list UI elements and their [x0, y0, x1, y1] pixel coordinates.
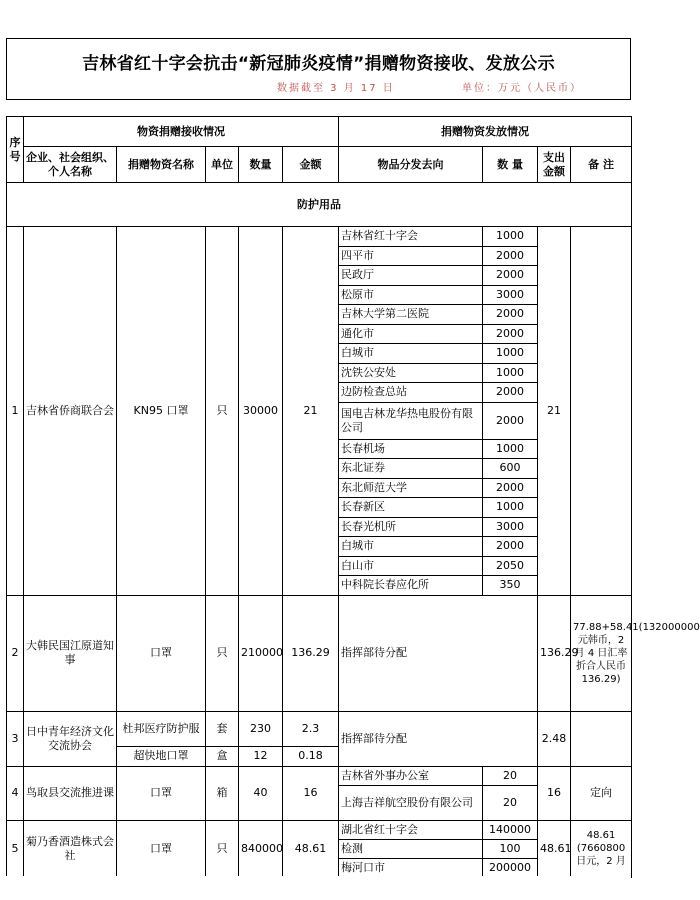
dispatch-dest: 沈铁公安处 [339, 363, 483, 383]
dispatch-qty: 2000 [483, 537, 538, 557]
row-qty: 30000 [239, 227, 283, 596]
row-donor: 菊乃香酒造株式会社 [24, 820, 117, 877]
dispatch-qty: 20 [483, 766, 538, 785]
page-title: 吉林省红十字会抗击“新冠肺炎疫情”捐赠物资接收、发放公示 [82, 54, 555, 74]
row-qty: 40 [239, 766, 283, 820]
row-out-amount: 21 [538, 227, 571, 596]
section-protective: 防护用品 [7, 183, 632, 227]
dispatch-qty: 1000 [483, 344, 538, 364]
dispatch-dest: 民政厅 [339, 266, 483, 286]
row-note: 定向 [571, 766, 632, 820]
row-note [571, 711, 632, 766]
dispatch-qty: 1000 [483, 227, 538, 247]
dispatch-qty: 1000 [483, 498, 538, 518]
row-qty: 210000 [239, 595, 283, 711]
row-unit: 只 [206, 820, 239, 877]
dispatch-dest: 白山市 [339, 556, 483, 576]
dispatch-dest: 白城市 [339, 537, 483, 557]
dispatch-qty: 140000 [483, 820, 538, 839]
dispatch-dest: 吉林省外事办公室 [339, 766, 483, 785]
row-out-amount: 16 [538, 766, 571, 820]
dispatch-dest: 长春光机所 [339, 517, 483, 537]
title-box [6, 38, 631, 100]
row-item: 超快地口罩 [117, 746, 206, 766]
row-item: 口罩 [117, 595, 206, 711]
table-row [7, 227, 632, 247]
row-seq: 4 [7, 766, 24, 820]
dispatch-dest: 长春机场 [339, 439, 483, 459]
dispatch-qty: 3000 [483, 285, 538, 305]
row-item: 杜邦医疗防护服 [117, 711, 206, 746]
dispatch-qty: 20 [483, 785, 538, 820]
dispatch-dest: 吉林大学第二医院 [339, 305, 483, 325]
dispatch-dest: 湖北省红十字会 [339, 820, 483, 839]
header-item: 捐赠物资名称 [117, 147, 206, 183]
row-donor: 吉林省侨商联合会 [24, 227, 117, 596]
row-qty: 840000 [239, 820, 283, 877]
header-out-qty: 数 量 [483, 147, 538, 183]
header-donor: 企业、社会组织、个人名称 [24, 147, 117, 183]
row-note: 77.88+58.41(132000000 元韩币，2 月 4 日汇率折合人民币 136.29) [571, 595, 632, 711]
header-qty: 数量 [239, 147, 283, 183]
row-unit: 箱 [206, 766, 239, 820]
dispatch-qty: 100 [483, 839, 538, 858]
header-unit: 单位 [206, 147, 239, 183]
header-destination: 物品分发去向 [339, 147, 483, 183]
row-out-amount: 136.29 [538, 595, 571, 711]
dispatch-qty: 2000 [483, 478, 538, 498]
dispatch-qty: 1000 [483, 439, 538, 459]
dispatch-qty: 2000 [483, 324, 538, 344]
row-note: 48.61 (7660800 日元，2 月 [571, 820, 632, 877]
row-seq: 3 [7, 711, 24, 766]
header-seq: 序号 [7, 117, 24, 183]
row-seq: 2 [7, 595, 24, 711]
row-qty: 230 [239, 711, 283, 746]
row-qty: 12 [239, 746, 283, 766]
dispatch-dest: 白城市 [339, 344, 483, 364]
dispatch-qty: 2000 [483, 402, 538, 439]
row-item: KN95 口罩 [117, 227, 206, 596]
dispatch-qty: 200000 [483, 858, 538, 877]
dispatch-qty: 2000 [483, 305, 538, 325]
data-cutoff: 数据截至 3 月 17 日 [277, 83, 395, 94]
row-note [571, 227, 632, 596]
row-seq: 5 [7, 820, 24, 877]
dispatch-qty: 2050 [483, 556, 538, 576]
row-amount: 21 [283, 227, 339, 596]
page-bottom-edge [6, 876, 631, 900]
row-amount: 2.3 [283, 711, 339, 746]
row-amount: 0.18 [283, 746, 339, 766]
row-unit: 只 [206, 227, 239, 596]
dispatch-dest: 松原市 [339, 285, 483, 305]
row-amount: 136.29 [283, 595, 339, 711]
header-receive-group: 物资捐赠接收情况 [24, 117, 339, 147]
row-seq: 1 [7, 227, 24, 596]
header-amount: 金额 [283, 147, 339, 183]
table-row [7, 595, 632, 711]
dispatch-qty: 1000 [483, 363, 538, 383]
dispatch-qty: 600 [483, 459, 538, 479]
row-out-amount: 48.61 [538, 820, 571, 877]
dispatch-qty: 2000 [483, 383, 538, 403]
dispatch-dest: 检测 [339, 839, 483, 858]
row-amount: 16 [283, 766, 339, 820]
dispatch-dest: 上海吉祥航空股份有限公司 [339, 785, 483, 820]
row-destination: 指挥部待分配 [339, 711, 538, 766]
row-unit: 套 [206, 711, 239, 746]
dispatch-dest: 梅河口市 [339, 858, 483, 877]
row-unit: 只 [206, 595, 239, 711]
header-note: 备 注 [571, 147, 632, 183]
dispatch-dest: 东北师范大学 [339, 478, 483, 498]
dispatch-qty: 2000 [483, 266, 538, 286]
dispatch-dest: 东北证券 [339, 459, 483, 479]
dispatch-dest: 通化市 [339, 324, 483, 344]
row-donor: 鸟取县交流推进课 [24, 766, 117, 820]
dispatch-dest: 边防检查总站 [339, 383, 483, 403]
dispatch-qty: 3000 [483, 517, 538, 537]
table-row [7, 820, 632, 839]
row-donor: 大韩民国江原道知事 [24, 595, 117, 711]
header-out-amount: 支出金额 [538, 147, 571, 183]
dispatch-dest: 长春新区 [339, 498, 483, 518]
dispatch-dest: 中科院长春应化所 [339, 576, 483, 596]
row-item: 口罩 [117, 766, 206, 820]
dispatch-dest: 四平市 [339, 246, 483, 266]
row-unit: 盒 [206, 746, 239, 766]
row-destination: 指挥部待分配 [339, 595, 538, 711]
row-out-amount: 2.48 [538, 711, 571, 766]
dispatch-qty: 2000 [483, 246, 538, 266]
table-row [7, 766, 632, 785]
donation-table [6, 116, 700, 878]
dispatch-dest: 国电吉林龙华热电股份有限公司 [339, 402, 483, 439]
unit-note: 单位：万元（人民币） [462, 83, 582, 94]
row-item: 口罩 [117, 820, 206, 877]
table-row [7, 711, 632, 746]
dispatch-qty: 350 [483, 576, 538, 596]
row-donor: 日中青年经济文化 交流协会 [24, 711, 117, 766]
row-amount: 48.61 [283, 820, 339, 877]
dispatch-dest: 吉林省红十字会 [339, 227, 483, 247]
header-dispatch-group: 捐赠物资发放情况 [339, 117, 632, 147]
